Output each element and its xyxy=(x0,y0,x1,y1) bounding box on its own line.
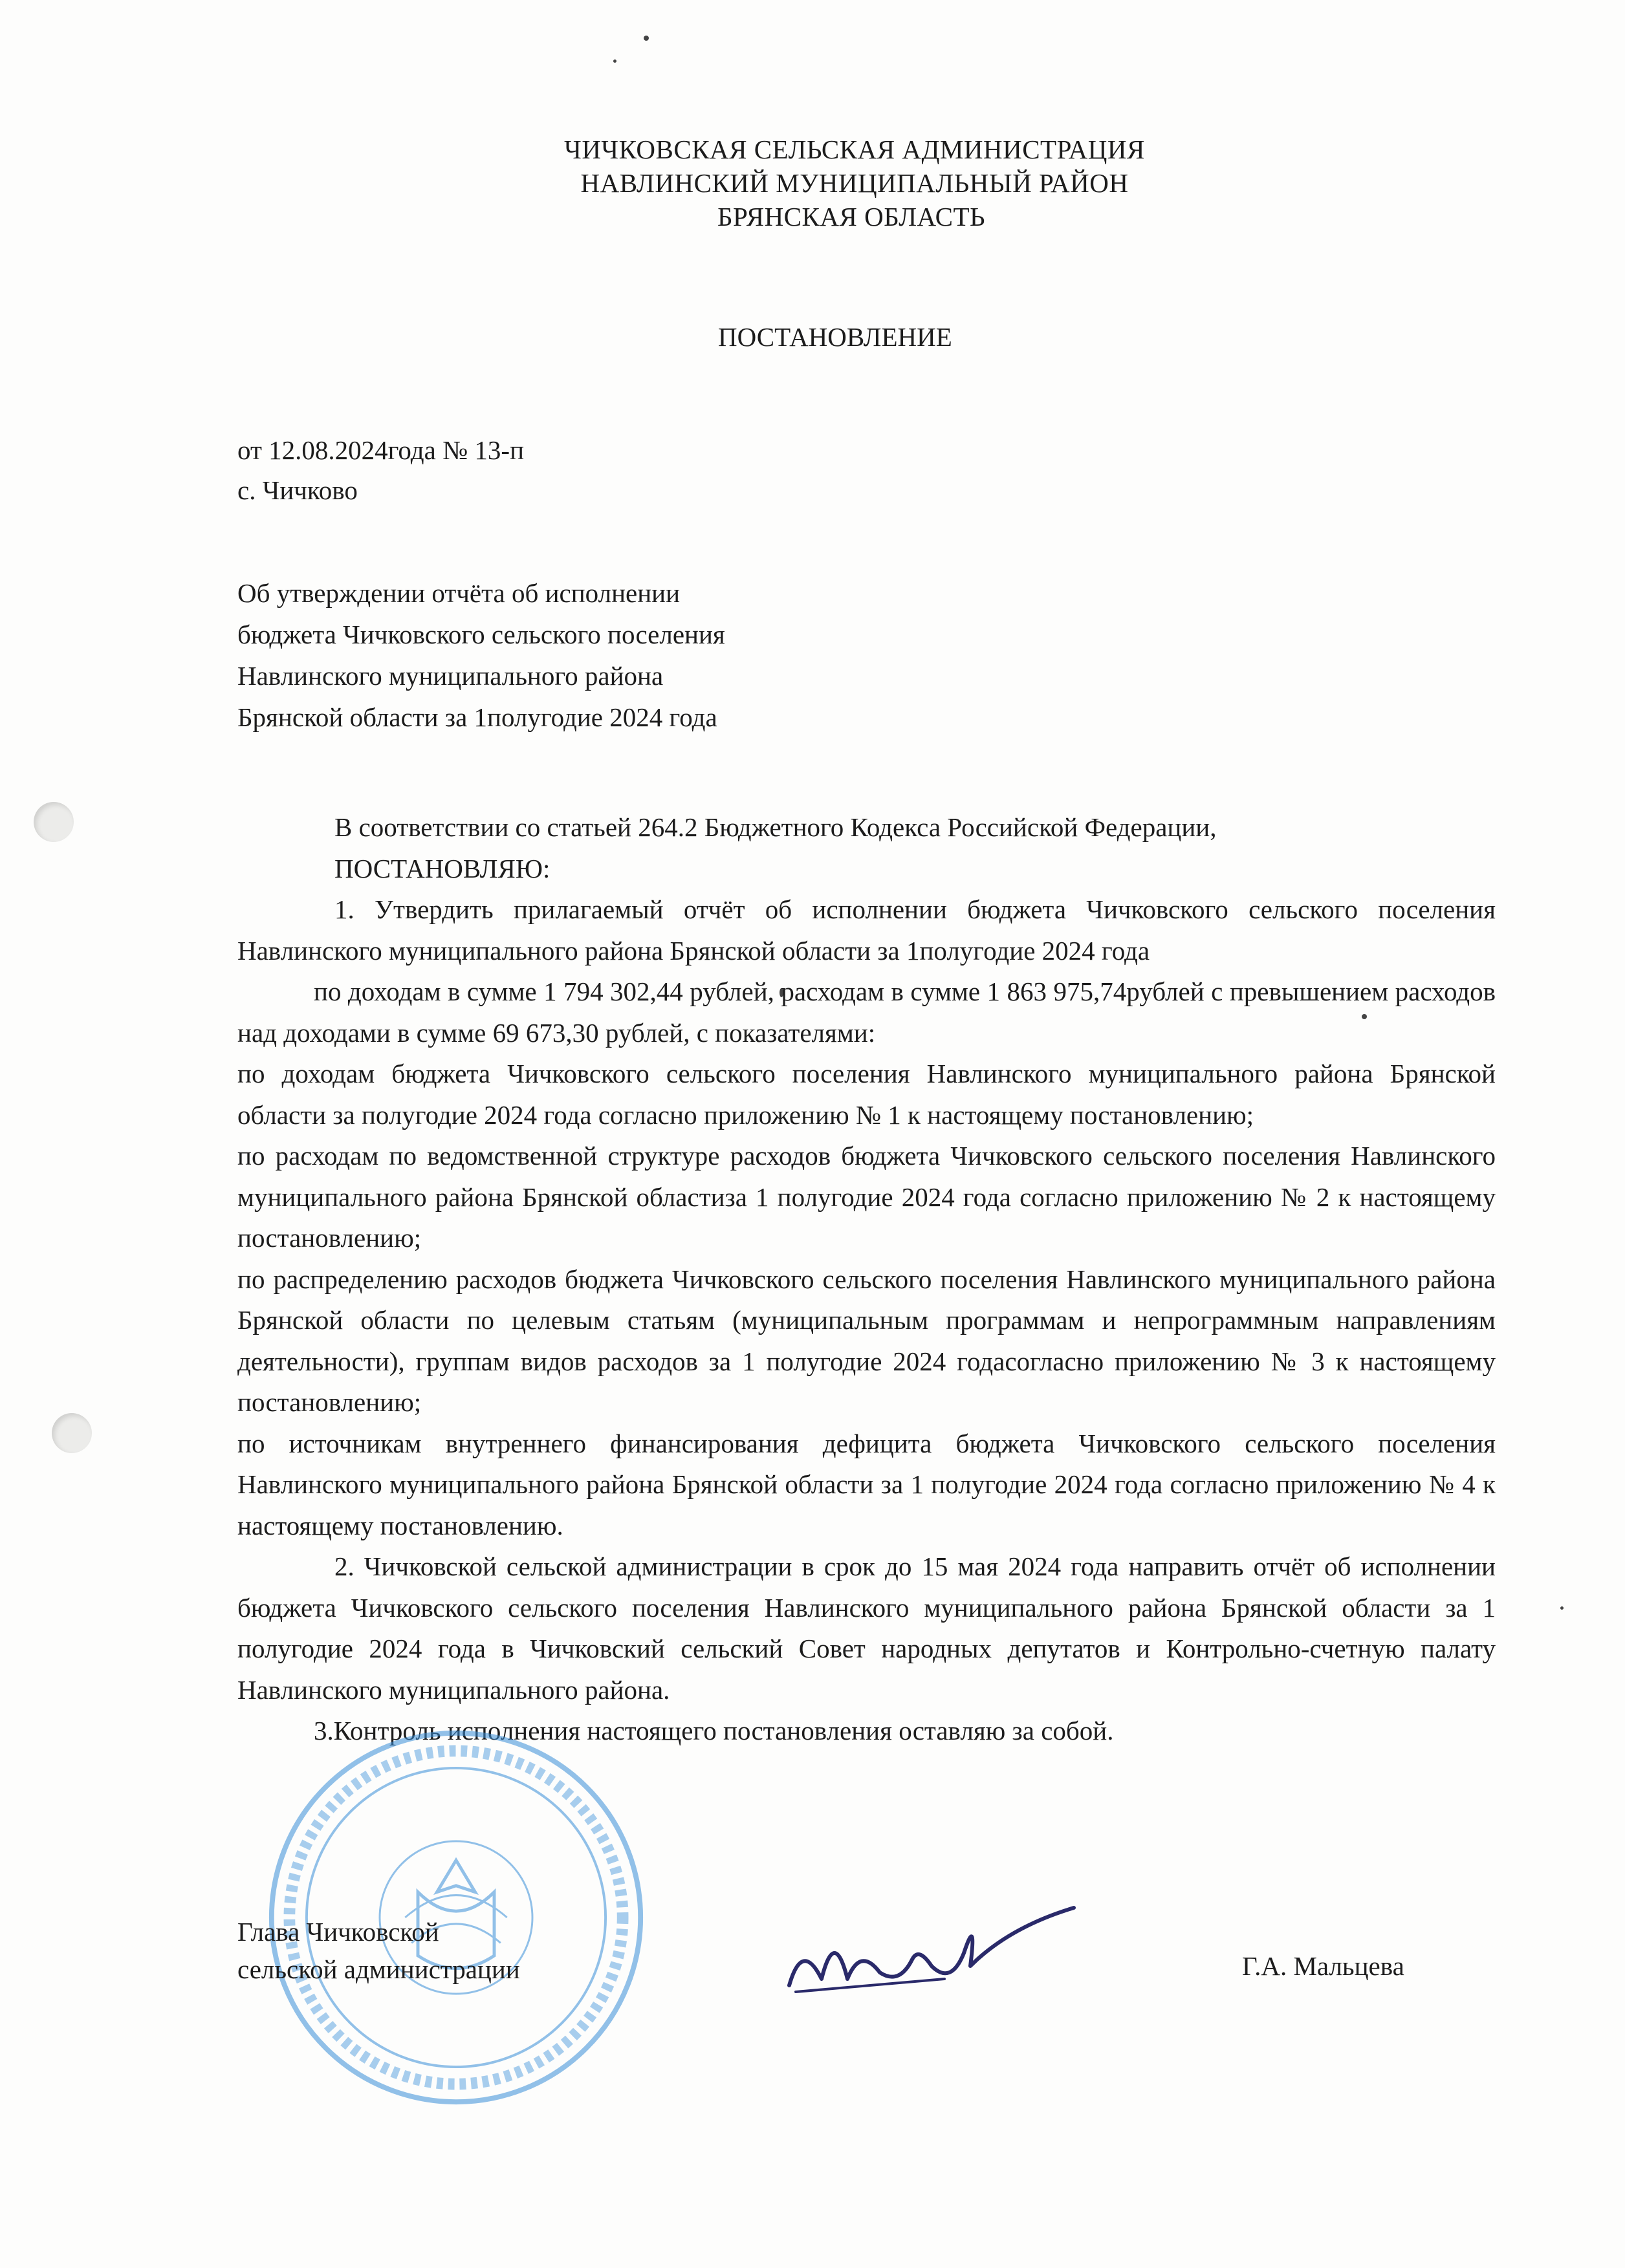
signatory-title xyxy=(237,1913,520,1988)
subject-line-4: Брянской области за 1полугодие 2024 года xyxy=(237,702,717,732)
document-type: ПОСТАНОВЛЕНИЕ xyxy=(718,322,952,352)
paragraph-item-1: 1. Утвердить прилагаемый отчёт об исполнении бюджета Чичковского сельского поселения Навлинского муниципального района Брянской области за 1полугодие 2024 года xyxy=(237,894,1496,966)
document-subject xyxy=(237,572,725,738)
handwritten-signature xyxy=(776,1888,1087,2018)
scan-speck xyxy=(1560,1606,1564,1610)
scan-speck xyxy=(613,59,616,63)
document-meta xyxy=(237,430,524,510)
subject-line-2: бюджета Чичковского сельского поселения xyxy=(237,620,725,649)
header-line-2: НАВЛИНСКИЙ МУНИЦИПАЛЬНЫЙ РАЙОН xyxy=(580,168,1129,198)
paragraph-expenses-department: по расходам по ведомственной структуре расходов бюджета Чичковского сельского поселения Навлинского муниципального района Брянской областиза 1 полугодие 2024 года согласно приложению № 2 к настоящему постановлению; xyxy=(237,1141,1496,1253)
paragraph-item-3: 3.Контроль исполнения настоящего постановления оставляю за собой. xyxy=(314,1716,1114,1745)
punch-hole-bottom xyxy=(52,1413,92,1453)
organization-header xyxy=(0,133,1625,233)
signatory-title-line-1: Глава Чичковской xyxy=(237,1917,439,1947)
subject-line-1: Об утверждении отчёта об исполнении xyxy=(237,578,681,608)
signatory-title-line-2: сельской администрации xyxy=(237,1954,520,1984)
punch-hole-top xyxy=(34,802,74,842)
paragraph-income: по доходам бюджета Чичковского сельского поселения Навлинского муниципального района Брянской области за полугодие 2024 года согласно приложению № 1 к настоящему постановлению; xyxy=(237,1059,1496,1130)
document-body xyxy=(237,807,1496,1752)
place: с. Чичково xyxy=(237,475,358,505)
paragraph-preamble: В соответствии со статьей 264.2 Бюджетного Кодекса Российской Федерации, xyxy=(334,812,1217,842)
paragraph-item-2: 2. Чичковской сельской администрации в срок до 15 мая 2024 года направить отчёт об исполнении бюджета Чичковского сельского поселения Навлинского муниципального района Брянской области за 1 полугодие 2024 года в Чичковский сельский Совет народных депутатов и Контрольно-счетную палату Навлинского муниципального района. xyxy=(237,1551,1496,1705)
paragraph-resolve: ПОСТАНОВЛЯЮ: xyxy=(334,853,551,883)
header-line-3: БРЯНСКАЯ ОБЛАСТЬ xyxy=(717,202,986,232)
paragraph-deficit-sources: по источникам внутреннего финансирования дефицита бюджета Чичковского сельского поселения Навлинского муниципального района Брянской области за 1 полугодие 2024 года согласно приложению № 4 к настоящему постановлению. xyxy=(237,1428,1496,1540)
header-line-1: ЧИЧКОВСКАЯ СЕЛЬСКАЯ АДМИНИСТРАЦИЯ xyxy=(564,135,1145,164)
scan-speck xyxy=(644,36,649,41)
date-number: от 12.08.2024года № 13-п xyxy=(237,435,525,465)
paragraph-totals: по доходам в сумме 1 794 302,44 рублей, расходам в сумме 1 863 975,74рублей с превышением расходов над доходами в сумме 69 673,30 рублей, с показателями: xyxy=(237,977,1496,1048)
signatory-name: Г.А. Мальцева xyxy=(1242,1951,1404,1981)
paragraph-expenses-target: по распределению расходов бюджета Чичковского сельского поселения Навлинского муниципального района Брянской области по целевым статьям (муниципальным программам и непрограммным направлениям деятельности), группам видов расходов за 1 полугодие 2024 годасогласно приложению № 3 к настоящему постановлению; xyxy=(237,1264,1496,1417)
subject-line-3: Навлинского муниципального района xyxy=(237,661,664,691)
